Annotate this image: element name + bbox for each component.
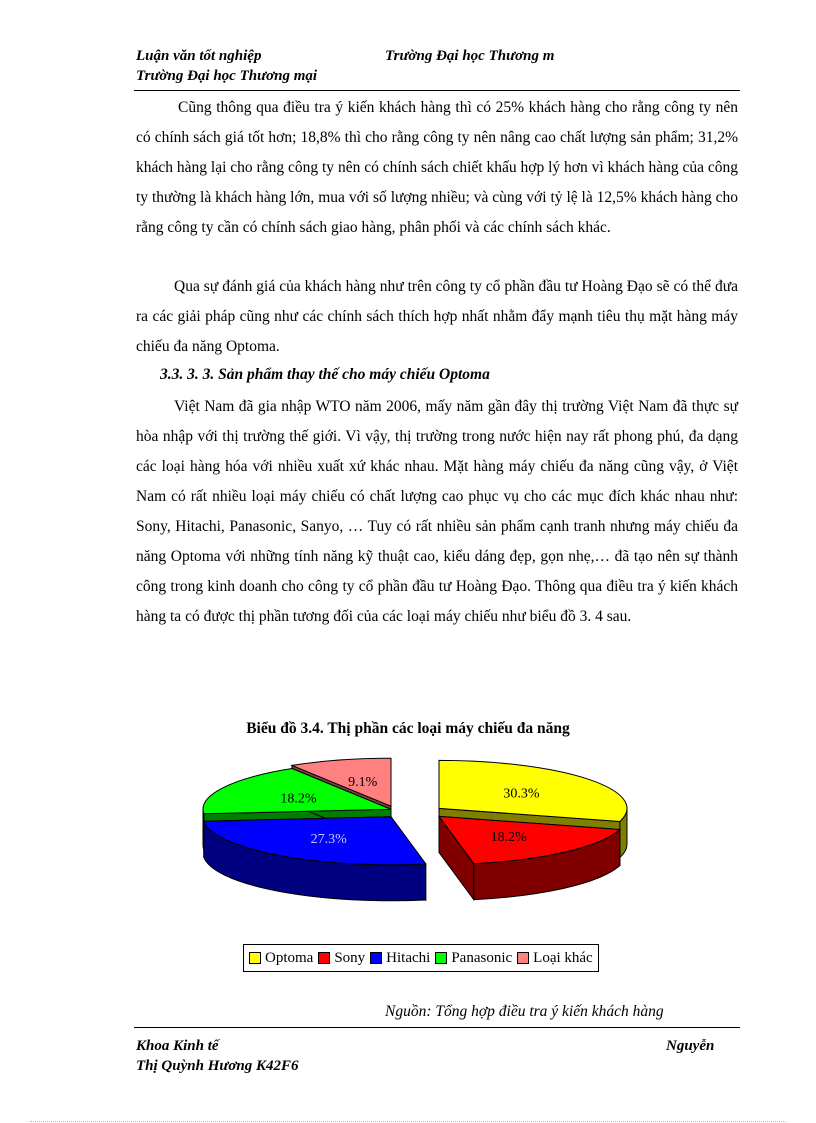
header-title-left: Luận văn tốt nghiệp: [136, 48, 262, 64]
pie-chart: [200, 750, 680, 940]
data-label: 27.3%: [310, 831, 347, 847]
page-bottom-border: [30, 1121, 786, 1122]
footer-author-name: Thị Quỳnh Hương K42F6: [136, 1058, 299, 1074]
legend-label: Loại khác: [533, 949, 593, 966]
header-university: Trường Đại học Thương mại: [136, 68, 318, 84]
legend-swatch: [370, 952, 382, 964]
chart-source: Nguồn: Tổng hợp điều tra ý kiến khách hàng: [385, 1003, 664, 1020]
legend-item-sony: [318, 950, 365, 967]
legend-item-optoma: [249, 950, 313, 967]
section-heading: 3.3. 3. 3. Sản phẩm thay thế cho máy chiếu Optoma: [160, 366, 490, 383]
legend-swatch: [249, 952, 261, 964]
legend-item-panasonic: [435, 950, 512, 967]
legend-swatch: [517, 952, 529, 964]
header-rule: [134, 90, 740, 91]
legend-swatch: [435, 952, 447, 964]
legend-item-other: [517, 950, 593, 967]
paragraph-evaluation: Qua sự đánh giá của khách hàng như trên công ty cổ phần đầu tư Hoàng Đạo sẽ có thể đưa ra các giải pháp cũng như các chính sách thích hợp nhất nhằm đẩy mạnh tiêu thụ mặt hàng máy chiếu đa năng Optoma.: [136, 278, 738, 355]
paragraph-survey: Cũng thông qua điều tra ý kiến khách hàng thì có 25% khách hàng cho rằng công ty nên có chính sách giá tốt hơn; 18,8% thì cho rằng công ty nên nâng cao chất lượng sản phẩm; 31,2% khách hàng lại cho rằng công ty nên có chính sách chiết khấu hợp lý hơn vì khách hàng của công ty thường là khách hàng lớn, mua với số lượng nhiều; và cùng với tỷ lệ là 12,5% khách hàng cho rằng công ty cần có chính sách giao hàng, phân phối và các chính sách khác.: [136, 99, 738, 236]
chart-title: Biểu đồ 3.4. Thị phần các loại máy chiếu đa năng: [246, 720, 570, 737]
legend-label: Sony: [334, 949, 366, 966]
header-title-right: Trường Đại học Thương m: [385, 48, 555, 64]
chart-legend: [243, 944, 599, 972]
data-label: 9.1%: [348, 774, 378, 790]
data-label: 30.3%: [503, 786, 540, 802]
footer-faculty: Khoa Kinh tế: [136, 1038, 219, 1054]
footer-rule: [134, 1027, 740, 1028]
paragraph-market: Việt Nam đã gia nhập WTO năm 2006, mấy năm gần đây thị trường Việt Nam đã thực sự hòa nhập với thị trường thế giới. Vì vậy, thị trường trong nước hiện nay rất phong phú, đa dạng các loại hàng hóa với nhiều xuất xứ khác nhau. Mặt hàng máy chiếu đa năng cũng vậy, ở Việt Nam có rất nhiều loại máy chiếu có chất lượng cao phục vụ cho các mục đích khác nhau như: Sony, Hitachi, Panasonic, Sanyo, … Tuy có rất nhiều sản phẩm cạnh tranh nhưng máy chiếu đa năng Optoma với những tính năng kỹ thuật cao, kiểu dáng đẹp, gọn nhẹ,… đã tạo nên sự thành công trong kinh doanh cho công ty cổ phần đầu tư Hoàng Đạo. Thông qua điều tra ý kiến khách hàng ta có được thị phần tương đối của các loại máy chiếu như biểu đồ 3. 4 sau.: [136, 398, 738, 625]
data-label: 18.2%: [490, 829, 527, 845]
legend-swatch: [318, 952, 330, 964]
legend-item-hitachi: [370, 950, 430, 967]
footer-author-surname: Nguyễn: [666, 1038, 715, 1054]
legend-label: Hitachi: [386, 949, 431, 966]
data-label: 18.2%: [280, 791, 317, 807]
legend-label: Optoma: [265, 949, 314, 966]
legend-label: Panasonic: [451, 949, 513, 966]
